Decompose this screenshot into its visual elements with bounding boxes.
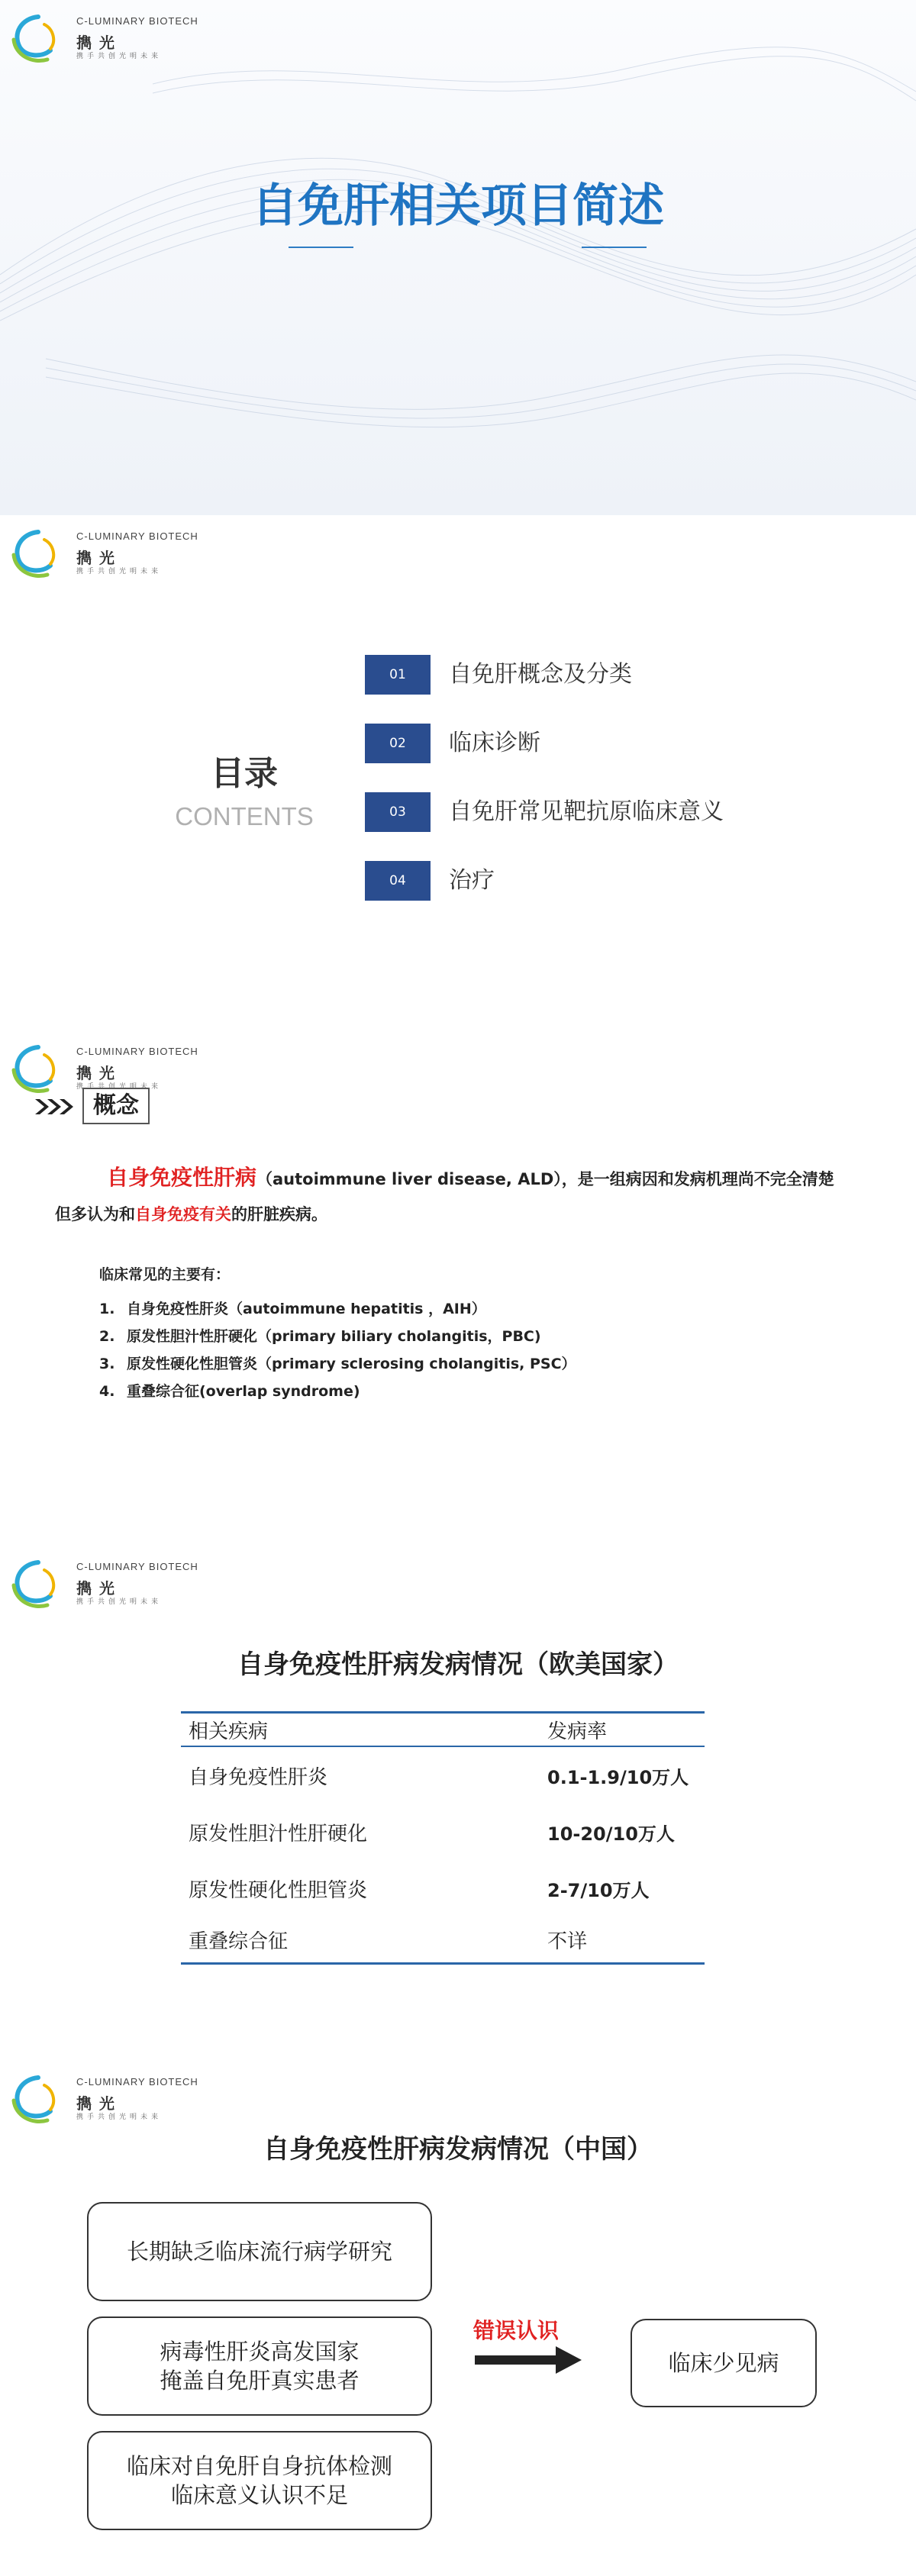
rate-cell: 0.1-1.9/10万人 xyxy=(547,1766,689,1788)
toc-number: 02 xyxy=(365,724,431,763)
list-number: 2. xyxy=(99,1328,115,1345)
brand-slogan: 携手共创光明未来 xyxy=(76,1083,163,1091)
cause-text-line: 掩盖自免肝真实患者 xyxy=(160,2368,360,2394)
logo-swirl-icon xyxy=(6,1556,70,1611)
cause-text-line: 病毒性肝炎高发国家 xyxy=(160,2339,360,2365)
toc-item[interactable] xyxy=(365,724,823,763)
table-row xyxy=(181,1860,705,1917)
list-number: 3. xyxy=(99,1356,115,1372)
paragraph-text: 的肝脏疾病。 xyxy=(231,1205,327,1224)
paragraph-text: （autoimmune liver disease, ALD），是一组病因和发病机理尚不完全清楚但多认为和 xyxy=(55,1170,834,1224)
column-header: 发病率 xyxy=(540,1713,705,1747)
list-text: 重叠综合征(overlap syndrome) xyxy=(127,1383,360,1400)
slide-heading: 自身免疫性肝病发病情况（欧美国家） xyxy=(237,1649,679,1680)
brand-slogan: 携手共创光明未来 xyxy=(76,568,163,575)
chevron-right-icon xyxy=(34,1098,76,1116)
brand-logo xyxy=(6,526,212,581)
table-row xyxy=(181,1746,705,1804)
brand-slogan: 携手共创光明未来 xyxy=(76,53,163,60)
slide-contents xyxy=(0,515,916,1030)
list-heading: 临床常见的主要有： xyxy=(99,1266,231,1283)
brand-logo xyxy=(6,1556,212,1611)
wave-decoration xyxy=(0,0,916,515)
brand-slogan: 携手共创光明未来 xyxy=(76,2113,163,2121)
term-highlight: 自身免疫性肝病 xyxy=(107,1165,257,1190)
logo-swirl-icon xyxy=(6,11,70,66)
brand-name-cn: 擕光 xyxy=(76,1579,122,1598)
concept-paragraph xyxy=(55,1160,849,1232)
arrow-right-icon xyxy=(473,2345,584,2375)
brand-name-cn: 擕光 xyxy=(76,2094,122,2113)
cause-box xyxy=(87,2316,432,2416)
brand-name-en: C-LUMINARY BIOTECH xyxy=(76,15,198,27)
incidence-table xyxy=(181,1711,705,1965)
toc-label: 临床诊断 xyxy=(449,730,540,756)
logo-swirl-icon xyxy=(6,526,70,581)
rate-cell: 不详 xyxy=(540,1917,705,1964)
term-highlight: 自身免疫有关 xyxy=(135,1205,231,1224)
brand-name-cn: 擕光 xyxy=(76,34,122,52)
toc-number: 01 xyxy=(365,655,431,695)
toc-number: 04 xyxy=(365,861,431,901)
cause-text: 长期缺乏临床流行病学研究 xyxy=(126,2239,392,2265)
brand-name-cn: 擕光 xyxy=(76,549,122,567)
rate-cell: 10-20/10万人 xyxy=(547,1823,675,1845)
brand-name-en: C-LUMINARY BIOTECH xyxy=(76,530,198,542)
disease-cell: 重叠综合征 xyxy=(181,1917,540,1964)
toc-item[interactable] xyxy=(365,861,823,901)
slide-concept xyxy=(0,1030,916,1546)
brand-name-en: C-LUMINARY BIOTECH xyxy=(76,2076,198,2088)
cause-text-line: 临床对自免肝自身抗体检测 xyxy=(126,2453,392,2479)
title-underline-left xyxy=(289,247,353,248)
contents-heading-en: CONTENTS xyxy=(175,802,314,830)
list-text: 自身免疫性肝炎（autoimmune hepatitis ，AIH） xyxy=(127,1301,486,1317)
slide-title xyxy=(0,0,916,515)
list-item xyxy=(99,1350,576,1378)
table-row xyxy=(181,1804,705,1860)
logo-swirl-icon xyxy=(6,1041,70,1096)
title-underline-right xyxy=(582,247,647,248)
result-box xyxy=(631,2319,817,2407)
cause-box xyxy=(87,2202,432,2301)
list-text: 原发性硬化性胆管炎（primary sclerosing cholangitis, PSC） xyxy=(127,1356,576,1372)
brand-logo xyxy=(6,2071,212,2126)
logo-swirl-icon xyxy=(6,2071,70,2126)
cause-text-line: 临床意义认识不足 xyxy=(170,2482,348,2508)
toc-label: 治疗 xyxy=(449,867,495,894)
brand-name-en: C-LUMINARY BIOTECH xyxy=(76,1561,198,1572)
table-header-row xyxy=(181,1713,705,1747)
slide-heading: 自身免疫性肝病发病情况（中国） xyxy=(263,2134,653,2165)
brand-logo xyxy=(6,11,212,66)
toc-label: 自免肝概念及分类 xyxy=(449,661,632,688)
rate-cell: 2-7/10万人 xyxy=(547,1879,650,1901)
list-number: 1. xyxy=(99,1301,115,1317)
result-text: 临床少见病 xyxy=(668,2350,779,2376)
table-row xyxy=(181,1917,705,1964)
disease-cell: 自身免疫性肝炎 xyxy=(189,1765,328,1789)
brand-name-en: C-LUMINARY BIOTECH xyxy=(76,1046,198,1057)
disease-cell: 原发性胆汁性肝硬化 xyxy=(189,1822,368,1846)
page-title: 自免肝相关项目简述 xyxy=(252,179,664,233)
disease-cell: 原发性硬化性胆管炎 xyxy=(189,1878,368,1902)
list-item xyxy=(99,1295,576,1323)
list-number: 4. xyxy=(99,1383,115,1400)
list-item xyxy=(99,1378,576,1405)
list-text: 原发性胆汁性肝硬化（primary biliary cholangitis，PBC) xyxy=(127,1328,541,1345)
list-item xyxy=(99,1323,576,1350)
misconception-label: 错误认识 xyxy=(473,2318,560,2343)
toc-item[interactable] xyxy=(365,792,823,832)
toc-item[interactable] xyxy=(365,655,823,695)
cause-box xyxy=(87,2431,432,2530)
disease-list xyxy=(99,1295,576,1405)
section-title: 概念 xyxy=(82,1088,150,1124)
toc-label: 自免肝常见靶抗原临床意义 xyxy=(449,798,724,825)
contents-heading-cn: 目录 xyxy=(211,754,278,793)
toc-number: 03 xyxy=(365,792,431,832)
brand-name-cn: 擕光 xyxy=(76,1064,122,1082)
slide-incidence-china xyxy=(0,2061,916,2576)
slide-incidence-west xyxy=(0,1546,916,2061)
column-header: 相关疾病 xyxy=(181,1713,540,1747)
brand-slogan: 携手共创光明未来 xyxy=(76,1598,163,1606)
